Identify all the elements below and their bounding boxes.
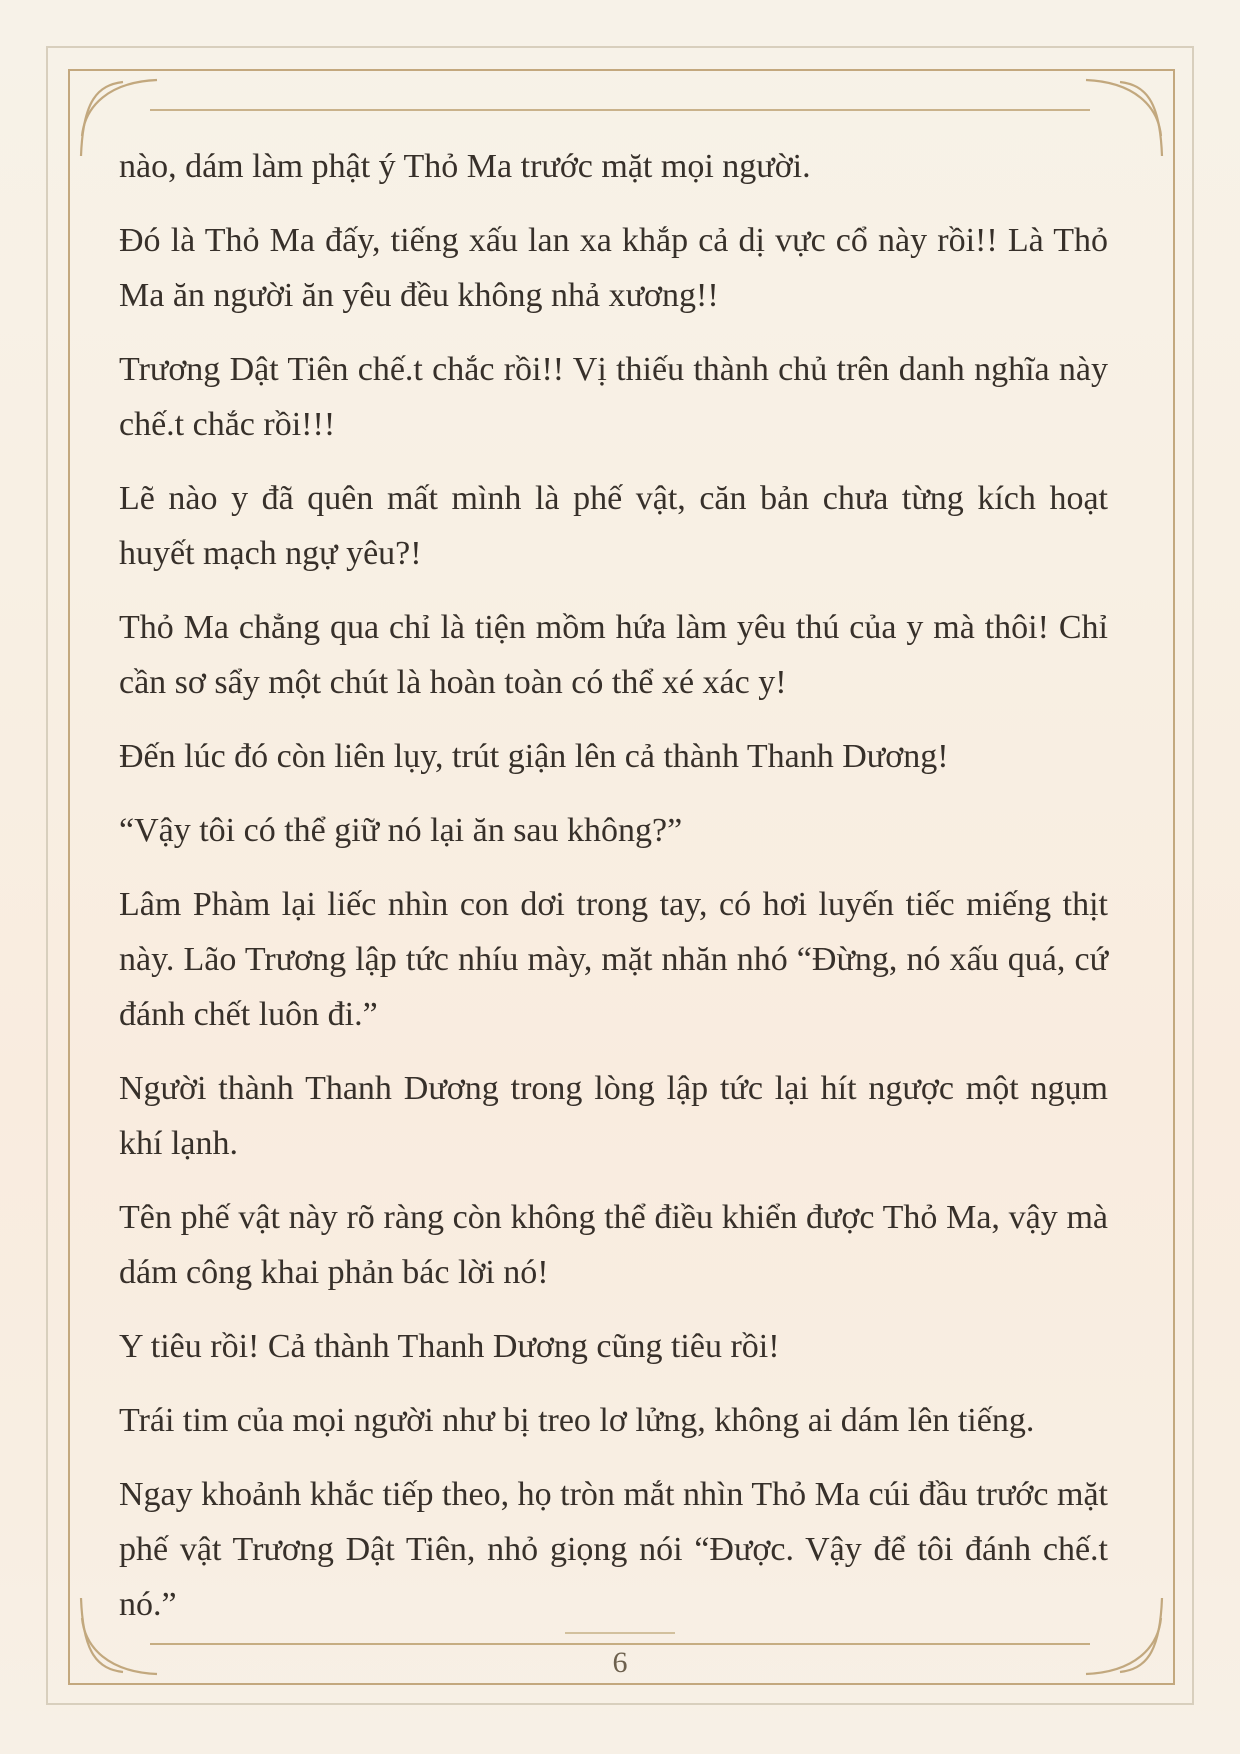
header-rule	[150, 109, 1090, 111]
paragraph: Y tiêu rồi! Cả thành Thanh Dương cũng tiêu rồi!	[119, 1328, 780, 1365]
paragraph: Tên phế vật này rõ ràng còn không thể điều khiển được Thỏ Ma, vậy mà dám công khai phản bác lời nó!	[119, 1199, 1108, 1291]
paragraph: Người thành Thanh Dương trong lòng lập tức lại hít ngược một ngụm khí lạnh.	[119, 1070, 1108, 1162]
text-body	[119, 139, 1108, 1651]
paragraph: “Vậy tôi có thể giữ nó lại ăn sau không?”	[119, 812, 683, 849]
page-number: 6	[612, 1646, 628, 1679]
paragraph: Lẽ nào y đã quên mất mình là phế vật, căn bản chưa từng kích hoạt huyết mạch ngự yêu?!	[119, 480, 1108, 572]
paragraph: Thỏ Ma chẳng qua chỉ là tiện mồm hứa làm yêu thú của y mà thôi! Chỉ cần sơ sẩy một chút là hoàn toàn có thể xé xác y!	[119, 609, 1108, 701]
paragraph: Trương Dật Tiên chế.t chắc rồi!! Vị thiếu thành chủ trên danh nghĩa này chế.t chắc rồi!!!	[119, 351, 1108, 443]
paragraph: nào, dám làm phật ý Thỏ Ma trước mặt mọi người.	[119, 148, 811, 185]
footer-ornament-rule	[565, 1632, 675, 1634]
paragraph: Lâm Phàm lại liếc nhìn con dơi trong tay, có hơi luyến tiếc miếng thịt này. Lão Trương lập tức nhíu mày, mặt nhăn nhó “Đừng, nó xấu quá, cứ đánh chết luôn đi.”	[119, 886, 1108, 1033]
footer-rule	[150, 1643, 1090, 1645]
paragraph: Đến lúc đó còn liên lụy, trút giận lên cả thành Thanh Dương!	[119, 738, 949, 775]
paragraph: Đó là Thỏ Ma đấy, tiếng xấu lan xa khắp cả dị vực cổ này rồi!! Là Thỏ Ma ăn người ăn yêu đều không nhả xương!!	[119, 222, 1108, 314]
paragraph: Trái tim của mọi người như bị treo lơ lửng, không ai dám lên tiếng.	[119, 1402, 1035, 1439]
paragraph: Ngay khoảnh khắc tiếp theo, họ tròn mắt nhìn Thỏ Ma cúi đầu trước mặt phế vật Trương Dật Tiên, nhỏ giọng nói “Được. Vậy để tôi đánh chế.t nó.”	[119, 1476, 1108, 1623]
